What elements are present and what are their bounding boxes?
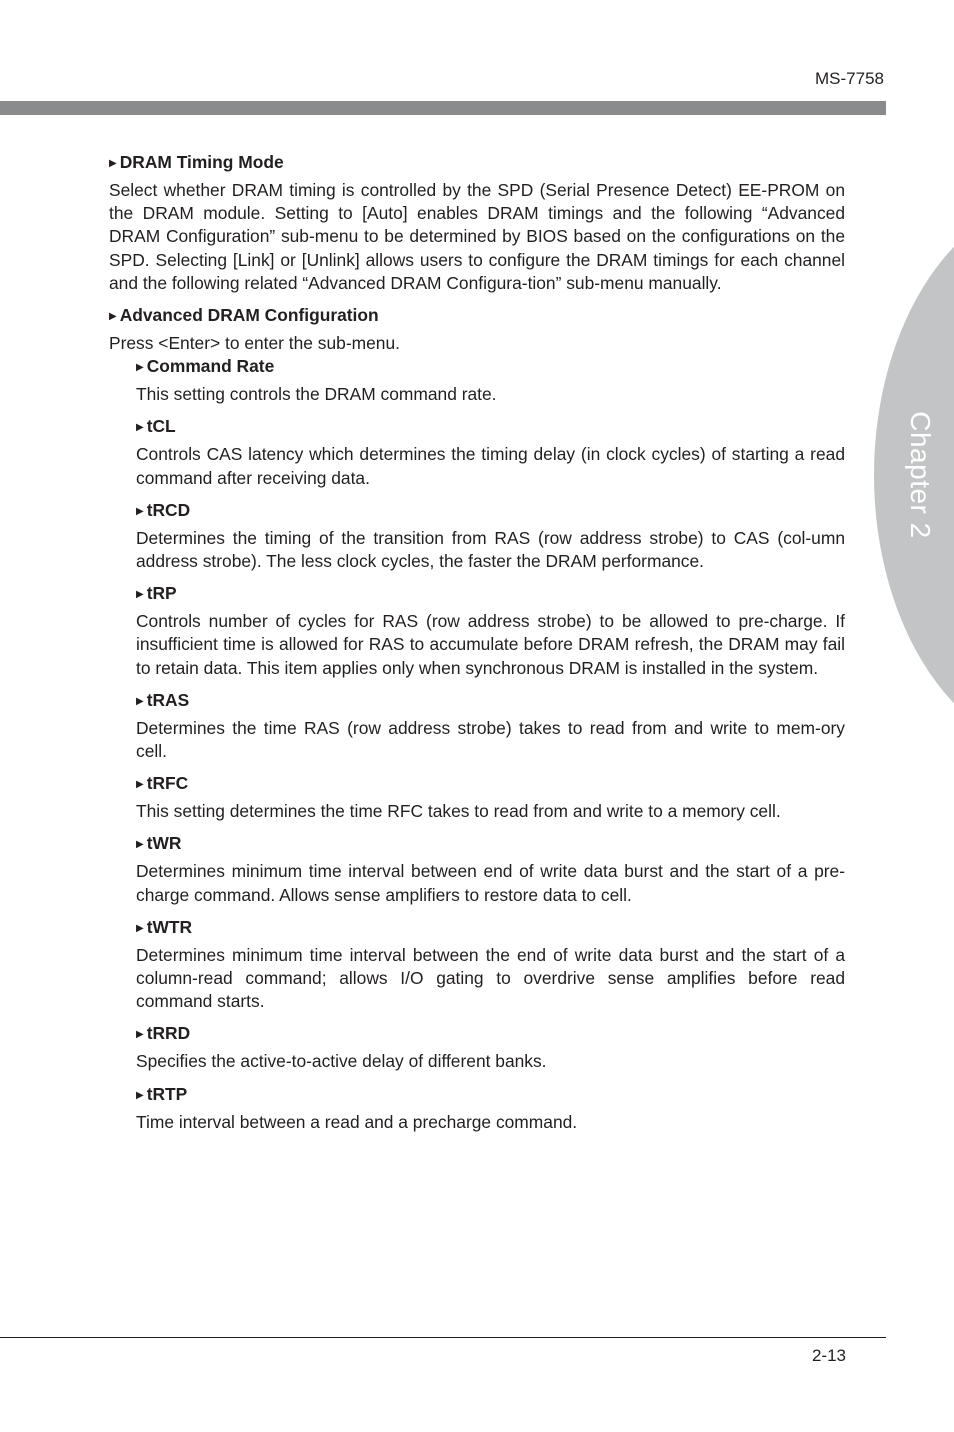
triangle-bullet-icon: ▶ xyxy=(136,362,144,374)
item-heading-trcd: ▶ tRCD xyxy=(136,499,845,523)
item-heading-twr: ▶ tWR xyxy=(136,832,845,856)
triangle-bullet-icon: ▶ xyxy=(136,505,144,517)
triangle-bullet-icon: ▶ xyxy=(109,158,117,169)
item-body-tras: Determines the time RAS (row address strobe) takes to read from and write to mem-ory cell. xyxy=(136,717,845,762)
item-heading-tras: ▶ tRAS xyxy=(136,689,845,713)
item-heading-tcl: ▶ tCL xyxy=(136,415,845,439)
item-heading-command-rate: ▶ Command Rate xyxy=(136,355,845,379)
item-body-twr: Determines minimum time interval between end of write data burst and the start of a pre-charge command. Allows sense amplifiers to restore data to cell. xyxy=(136,861,845,905)
section-body-dram-timing-mode: Select whether DRAM timing is controlled by the SPD (Serial Presence Detect) EE-PROM on the DRAM module. Setting to [Auto] enables DRAM timings and the following “Advanced DRAM Configuration” sub-menu to be determined by BIOS based on the configurations on the SPD. Selecting [Link] or [Unlink] allows users to configure the DRAM timings for each channel and the following related “Advanced DRAM Configura-tion” sub-menu manually. xyxy=(109,180,845,293)
chapter-label: Chapter 2 xyxy=(905,411,936,539)
triangle-bullet-icon: ▶ xyxy=(136,779,144,791)
item-heading-trtp: ▶ tRTP xyxy=(136,1083,845,1107)
footer-rule xyxy=(0,1337,886,1338)
triangle-bullet-icon: ▶ xyxy=(136,695,144,707)
triangle-bullet-icon: ▶ xyxy=(109,311,117,323)
item-body-trcd: Determines the timing of the transition from RAS (row address strobe) to CAS (col-umn address strobe). The less clock cycles, the faster the DRAM performance. xyxy=(136,527,845,572)
item-body-trp: Controls number of cycles for RAS (row address strobe) to be allowed to pre-charge. If insufficient time is allowed for RAS to accumulate before DRAM refresh, the DRAM may fail to retain data. This item applies only when synchronous DRAM is installed in the system. xyxy=(136,611,845,678)
item-heading-twtr: ▶ tWTR xyxy=(136,916,845,940)
section-heading-advanced-dram-configuration: ▶ Advanced DRAM Configuration xyxy=(109,304,845,328)
item-body-command-rate: This setting controls the DRAM command rate. xyxy=(136,384,497,405)
item-body-trrd: Specifies the active-to-active delay of different banks. xyxy=(136,1051,547,1072)
item-body-trfc: This setting determines the time RFC takes to read from and write to a memory cell. xyxy=(136,801,781,822)
triangle-bullet-icon: ▶ xyxy=(136,1029,144,1041)
section-body-advanced-dram-configuration: Press <Enter> to enter the sub-menu. xyxy=(109,333,400,354)
header-bar xyxy=(0,101,886,115)
section-heading-dram-timing-mode: ▶ DRAM Timing Mode xyxy=(109,151,845,175)
item-body-trtp: Time interval between a read and a precharge command. xyxy=(136,1111,578,1132)
item-heading-trp: ▶ tRP xyxy=(136,582,845,606)
triangle-bullet-icon: ▶ xyxy=(136,839,144,851)
sub-menu-items xyxy=(109,355,845,1134)
page-number: 2-13 xyxy=(811,1346,846,1365)
triangle-bullet-icon: ▶ xyxy=(136,589,144,601)
triangle-bullet-icon: ▶ xyxy=(136,922,144,934)
model-code: MS-7758 xyxy=(815,69,884,88)
item-body-twtr: Determines minimum time interval between the end of write data burst and the start of a column-read command; allows I/O gating to overdrive sense amplifies before read command starts. xyxy=(136,944,845,1012)
triangle-bullet-icon: ▶ xyxy=(136,1089,144,1101)
item-heading-trfc: ▶ tRFC xyxy=(136,772,845,796)
item-body-tcl: Controls CAS latency which determines the timing delay (in clock cycles) of starting a read command after receiving data. xyxy=(136,444,845,488)
triangle-bullet-icon: ▶ xyxy=(136,422,144,434)
item-heading-trrd: ▶ tRRD xyxy=(136,1022,845,1046)
manual-content xyxy=(109,151,845,1134)
